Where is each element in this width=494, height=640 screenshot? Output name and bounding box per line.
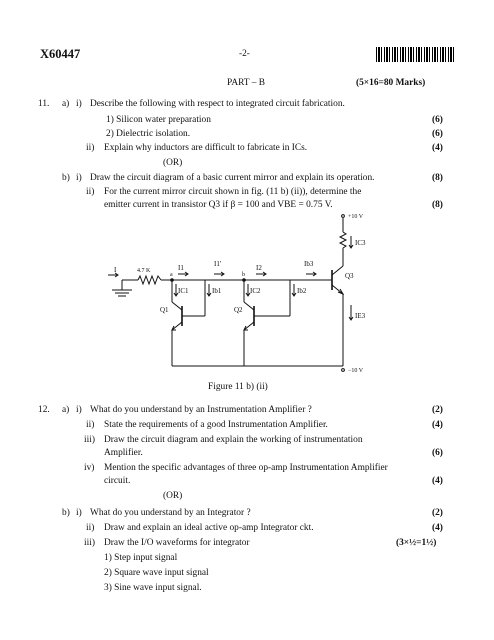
q12-b-i-marks: (2) [432,508,443,518]
q12-a-iv-marks: (4) [432,476,443,486]
ib3-label: Ib3 [304,260,314,268]
q11-b-label: b) [62,173,70,183]
q12-b-label: b) [62,508,70,518]
q11-a-label: a) [62,99,70,109]
q11-b-ii-text-line2: emitter current in transistor Q3 if β = 100 and VBE = 0.75 V. [104,200,333,210]
vcc-terminal [342,215,345,218]
q11-a-i-label: i) [76,99,82,109]
q11-b-ii-text-line1: For the current mirror circuit shown in fig. (11 b) (ii)), determine the [104,187,362,197]
i1-prime-arrow [214,272,224,276]
q12-a-i-marks: (2) [432,405,443,415]
q12-b-iii-1: 1) Step input signal [104,553,178,563]
q11-a-i-2-marks: (6) [432,129,443,139]
collector-resistor [340,232,346,248]
q12-b-ii-label: ii) [86,523,95,533]
q12-b-iii-text: Draw the I/O waveforms for integrator [104,538,250,548]
q12-b-i-text: What do you understand by an Integrator ? [90,508,251,518]
q11-number: 11. [38,99,50,109]
q11-b-i-label: i) [76,173,82,183]
q11-a-i-2: 2) Dielectric isolation. [106,129,191,139]
q12-b-iii-label: iii) [84,538,95,548]
q1-collector-leg [172,302,182,310]
vee-terminal [342,369,345,372]
node-a-label: a [170,272,173,278]
q12-b-ii-text: Draw and explain an ideal active op-amp Integrator ckt. [104,523,314,533]
q3-label: Q3 [345,272,354,280]
q12-a-iii-marks: (6) [432,448,443,458]
i1-arrow [178,272,188,276]
q12-a-iv-label: iv) [84,463,95,473]
q11-a-ii-marks: (4) [432,143,443,153]
q11-a-i-1: 1) Silicon water preparation [106,115,211,125]
q12-a-iv-text-line2: circuit. [104,476,131,486]
i1-label: I1 [178,264,184,272]
q12-number: 12. [38,405,50,415]
part-title: PART – B [227,78,265,88]
part-marks: (5×16=80 Marks) [356,78,426,88]
q11-a-i-text: Describe the following with respect to integrated circuit fabrication. [90,99,345,109]
q12-a-i-text: What do you understand by an Instrumentation Amplifier ? [90,405,312,415]
q1-label: Q1 [160,306,169,314]
ib3-arrow [306,272,316,276]
q12-a-iv-text-line1: Mention the specific advantages of three op-amp Instrumentation Amplifier [104,463,388,473]
q12-a-label: a) [62,405,70,415]
q2-collector-leg [244,302,254,310]
q11-b-i-text: Draw the circuit diagram of a basic current mirror and explain its operation. [90,173,375,183]
q12-b-ii-marks: (4) [432,523,443,533]
input-resistor [138,276,161,284]
q11-a-ii-label: ii) [86,143,95,153]
ic2-label: IC2 [250,287,261,295]
q12-a-ii-text: State the requirements of a good Instrumentation Amplifier. [104,420,328,430]
q3-collector-leg [332,266,343,275]
ic1-label: IC1 [178,287,189,295]
q12-b-iii-3: 3) Sine wave input signal. [104,583,202,593]
i2-label: I2 [256,264,262,272]
i2-arrow [256,272,266,276]
current-I-arrow [108,273,118,277]
ie3-label: IE3 [355,312,366,320]
q12-or: (OR) [163,491,183,501]
i1-prime-label: I1′ [214,260,222,268]
q11-b-ii-label: ii) [86,187,95,197]
q11-a-ii-text: Explain why inductors are difficult to fabricate in ICs. [104,143,308,153]
q11-b-i-marks: (8) [432,173,443,183]
page-number: -2- [239,49,250,59]
q12-a-iii-text-line1: Draw the circuit diagram and explain the working of instrumentation [104,435,363,445]
current-I-label: I [114,266,117,274]
q12-a-ii-label: ii) [86,420,95,430]
q12-b-iii-2: 2) Square wave input signal [104,568,209,578]
ic3-arrow [349,236,353,248]
q11-a-i-1-marks: (6) [432,115,443,125]
ic3-label: IC3 [355,239,366,247]
ie3-arrow [349,305,353,320]
paper-code: X60447 [40,47,81,61]
q2-label: Q2 [234,306,243,314]
vcc-label: +10 V [348,214,364,220]
q12-b-i-label: i) [76,508,82,518]
q12-a-ii-marks: (4) [432,420,443,430]
vee-label: −10 V [348,368,364,374]
q12-a-iii-text-line2: Amplifier. [104,448,143,458]
q3-emitter-leg [332,285,343,294]
q12-b-iii-marks: (3×½=1½) [396,538,437,548]
node-b-label: b [242,272,245,278]
q11-or: (OR) [163,158,183,168]
resistor-label: 4.7 K [137,268,151,274]
ib2-label: Ib2 [297,287,307,295]
q12-a-iii-label: iii) [84,435,95,445]
ib1-arrow [207,284,211,296]
ib2-arrow [292,284,296,296]
figure-caption: Figure 11 b) (ii) [208,382,268,392]
ib1-label: Ib1 [212,287,222,295]
q12-a-i-label: i) [76,405,82,415]
q11-b-ii-marks: (8) [432,200,443,210]
